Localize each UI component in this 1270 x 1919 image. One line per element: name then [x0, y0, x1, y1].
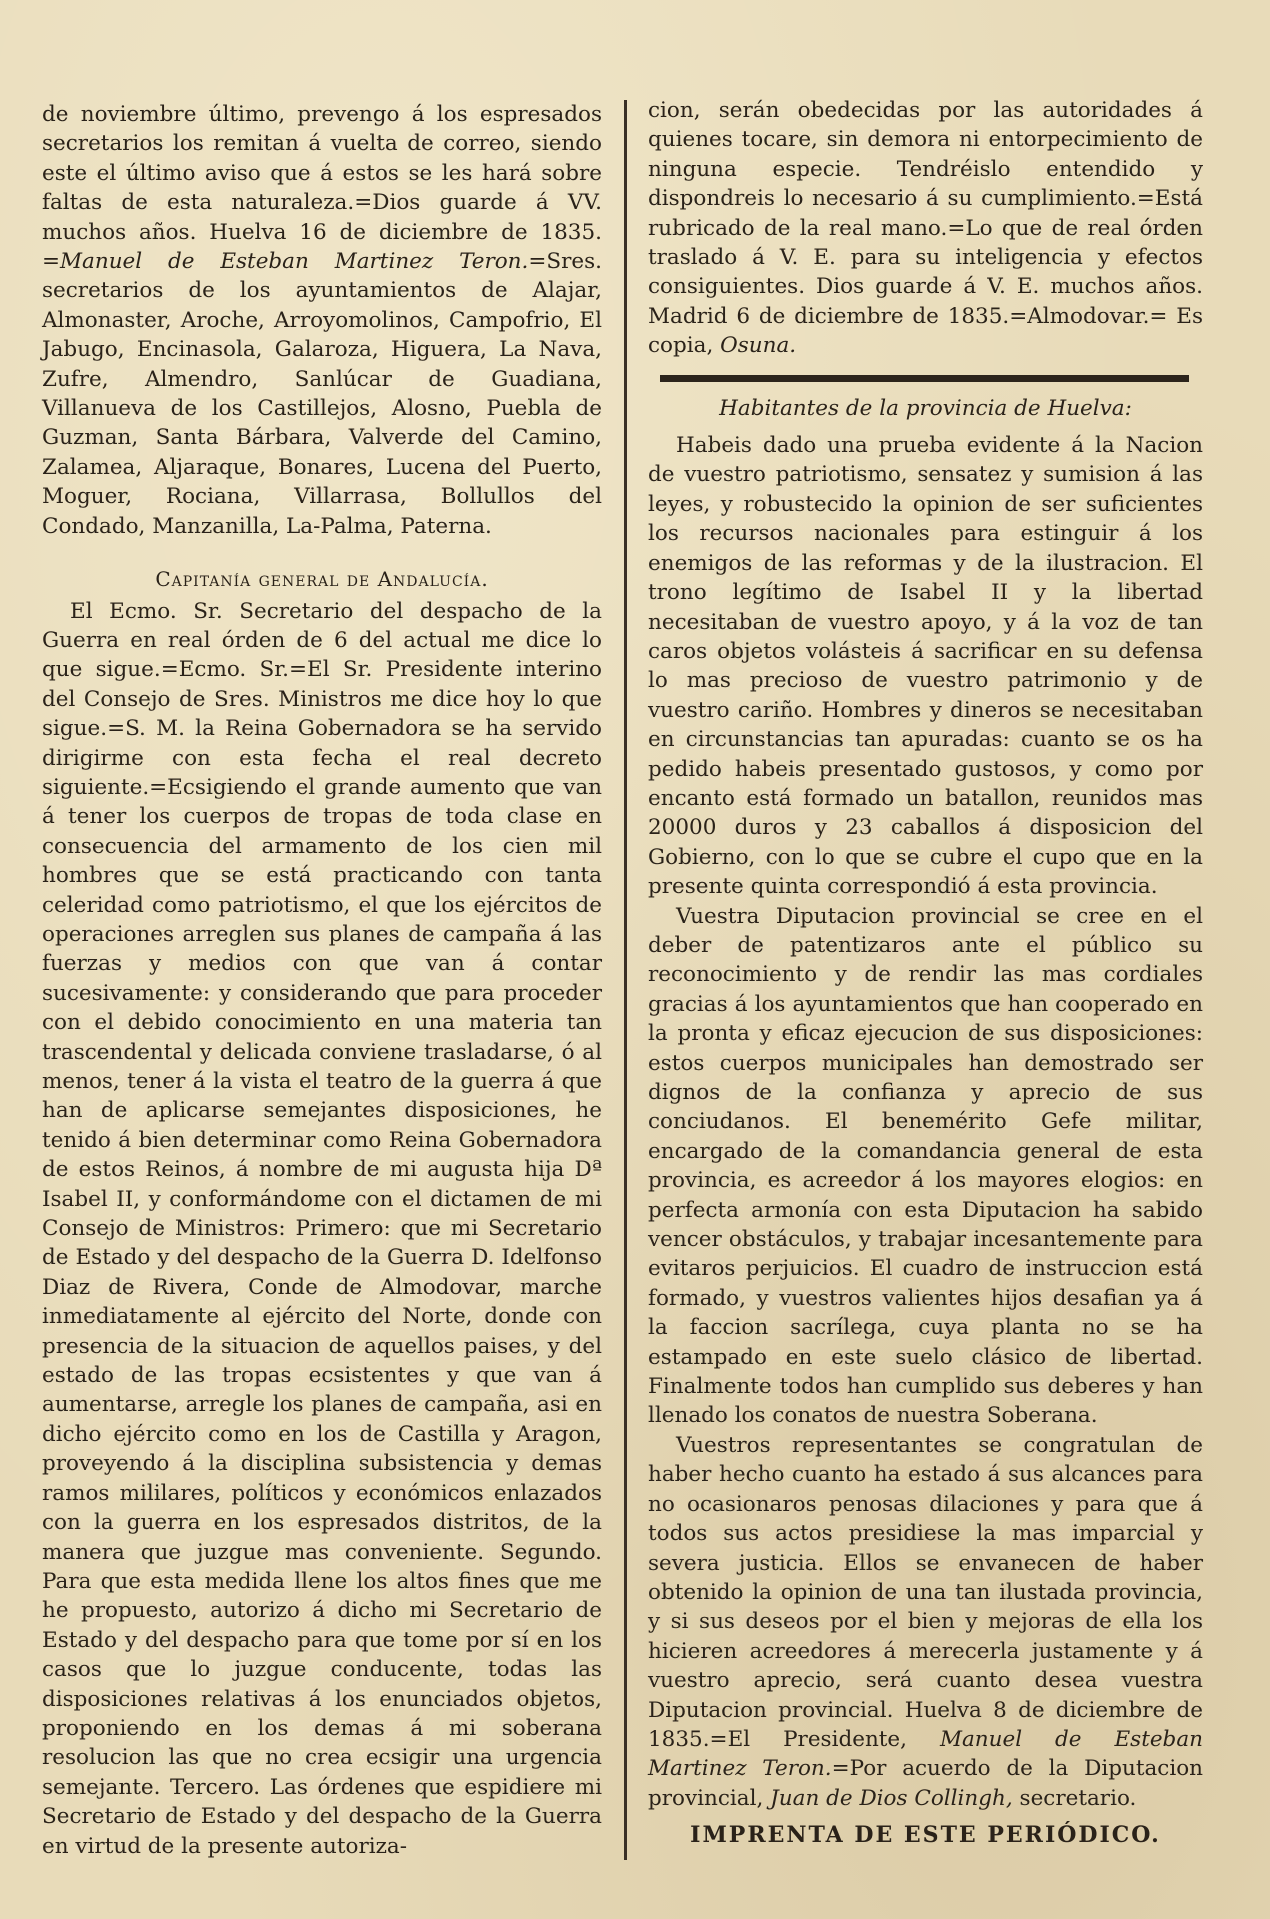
paragraph — [42, 100, 602, 541]
right-column — [648, 96, 1203, 1851]
paragraph: Vuestra Diputacion provincial se cree en el deber de patentizaros ante el público su reconocimiento y de rendir las mas cordiales gracias á los ayuntamientos que han cooperado en la pronta y eficaz ejecucion de sus disposiciones: estos cuerpos municipales han demostrado ser dignos de la confianza y aprecio de sus conciudanos. El benemérito Gefe militar, encargado de la comandancia general de esta provincia, es acreedor á los mayores elogios: en perfecta armonía con esta Diputacion ha sabido vencer obstáculos, y trabajar incesantemente para evitaros perjuicios. El cuadro de instruccion está formado, y vuestros valientes hijos desafian ya á la faccion sacrílega, cuya planta no se ha estampado en este suelo clásico de libertad. Finalmente todos han cumplido sus deberes y han llenado los conatos de nuestra Soberana. — [648, 903, 1203, 1429]
column-divider — [624, 100, 627, 1860]
paragraph-text: Vuestros representantes se congratulan de haber hecho cuanto ha estado á sus alcances para no ocasionaros penosas dilaciones y para que á todos sus actos presidiese la mas imparcial y severa justicia. Ellos se envanecen de haber obtenido la opinion de una tan ilustada provincia, y si sus deseos por el bien y mejoras de ella los hicieren acreedores á merecerla justamente y á vuestro aprecio, será cuanto desea vuestra Diputacion provincial. Huelva 8 de diciembre de 1835.=El Presidente, — [648, 1432, 1203, 1752]
paragraph-text: =Por acuerdo de la Diputacion provincial, — [648, 1756, 1203, 1811]
paragraph-text: cion, serán obedecidas por las autoridades á quienes tocare, sin demora ni entorpecimiento de ninguna especie. Tendréislo entendido y dispondreis lo necesario á su cumplimiento.=Está rubricado de la real mano.=Lo que de real órden traslado á V. E. para su inteligencia y efectos consiguientes. Dios guarde á V. E. muchos años. Madrid 6 de diciembre de 1835.=Almodovar.= Es copia, — [648, 98, 1203, 359]
imprint-line: IMPRENTA DE ESTE PERIÓDICO. — [690, 1822, 1161, 1849]
paragraph — [648, 1431, 1203, 1813]
paragraph — [648, 96, 1203, 361]
signature: =Manuel de Esteban Martinez Teron. — [42, 249, 529, 275]
signature: Manuel de Esteban Martinez Teron. — [648, 1726, 1203, 1782]
section-heading: Capitanía general de Andalucía. — [155, 567, 489, 592]
paragraph-text: =Sres. secretarios de los ayuntamientos de Alajar, Almonaster, Aroche, Arroyomolinos, Campofrio, El Jabugo, Encinasola, Galaroza, Higuera, La Nava, Zufre, Almendro, Sanlúcar de Guadiana, Villanueva de los Castillejos, Alosno, Puebla de Guzman, Santa Bárbara, Valverde del Camino, Zalamea, Aljaraque, Bonares, Lucena del Puerto, Moguer, Rociana, Villarrasa, Bollullos del Condado, Manzanilla, La-Palma, Paterna. — [42, 249, 602, 539]
section-heading: Habitantes de la provincia de Huelva: — [719, 395, 1132, 421]
signature: Juan de Dios Collingh, — [770, 1785, 1013, 1811]
signature: Osuna. — [720, 333, 797, 359]
paragraph: El Ecmo. Sr. Secretario del despacho de la Guerra en real órden de 6 del actual me dice lo que sigue.=Ecmo. Sr.=El Sr. Presidente interino del Consejo de Sres. Ministros me dice hoy lo que sigue.=S. M. la Reina Gobernadora se ha servido dirigirme con esta fecha el real decreto siguiente.=Ecsigiendo el grande aumento que van á tener los cuerpos de tropas de toda clase en consecuencia del armamento de los cien mil hombres que se está practicando con tanta celeridad como patriotismo, el que los ejércitos de operaciones arreglen sus planes de campaña á las fuerzas y medios con que van á contar sucesivamente: y considerando que para proceder con el debido conocimiento en una materia tan trascendental y delicada conviene trasladarse, ó al menos, tener á la vista el teatro de la guerra á que han de aplicarse semejantes disposiciones, he tenido á bien determinar como Reina Gobernadora de estos Reinos, á nombre de mi augusta hija Dª Isabel II, y conformándome con el dictamen de mi Consejo de Ministros: Primero: que mi Secretario de Estado y del despacho de la Guerra D. Idelfonso Diaz de Rivera, Conde de Almodovar, marche inmediatamente al ejército del Norte, donde con presencia de la situacion de aquellos paises, y del estado de las tropas ecsistentes y que van á aumentarse, arregle los planes de campaña, asi en dicho ejército como en los de Castilla y Aragon, proveyendo á la disciplina subsistencia y demas ramos mililares, políticos y económicos enlazados con la guerra en los espresados distritos, de la manera que juzgue mas conveniente. Segundo. Para que esta medida llene los altos fines que me he propuesto, autorizo á dicho mi Secretario de Estado y del despacho para que tome por sí en los casos que lo juzgue conducente, todas las disposiciones relativas á los enunciados objetos, proponiendo en los demas á mi soberana resolucion las que no crea ecsigir una urgencia semejante. Tercero. Las órdenes que espidiere mi Secretario de Estado y del despacho de la Guerra en virtud de la presente autoriza- — [42, 598, 602, 1859]
paragraph: Habeis dado una prueba evidente á la Nacion de vuestro patriotismo, sensatez y sumision á las leyes, y robustecido la opinion de ser suficientes los recursos nacionales para estinguir á los enemigos de las reformas y de la ilustracion. El trono legítimo de Isabel II y la libertad necesitaban de vuestro apoyo, y á la voz de tan caros objetos volásteis á sacrificar en su defensa lo mas precioso de vuestro patrimonio y de vuestro cariño. Hombres y dineros se necesitaban en circunstancias tan apuradas: cuanto se os ha pedido habeis presentado gustosos, y como por encanto está formado un batallon, reunidos mas 20000 duros y 23 caballos á disposicion del Gobierno, con lo que se cubre el cupo que en la presente quinta correspondió á esta provincia. — [648, 433, 1203, 900]
paragraph-text: secretario. — [1019, 1785, 1137, 1811]
left-column — [42, 100, 602, 1861]
section-divider — [660, 375, 1189, 382]
paragraph-text: de noviembre último, prevengo á los espresados secretarios los remitan á vuelta de correo, siendo este el último aviso que á estos se les hará sobre faltas de esta naturaleza.=Dios guarde á VV. muchos años. Huelva 16 de diciembre de 1835. — [42, 102, 602, 245]
